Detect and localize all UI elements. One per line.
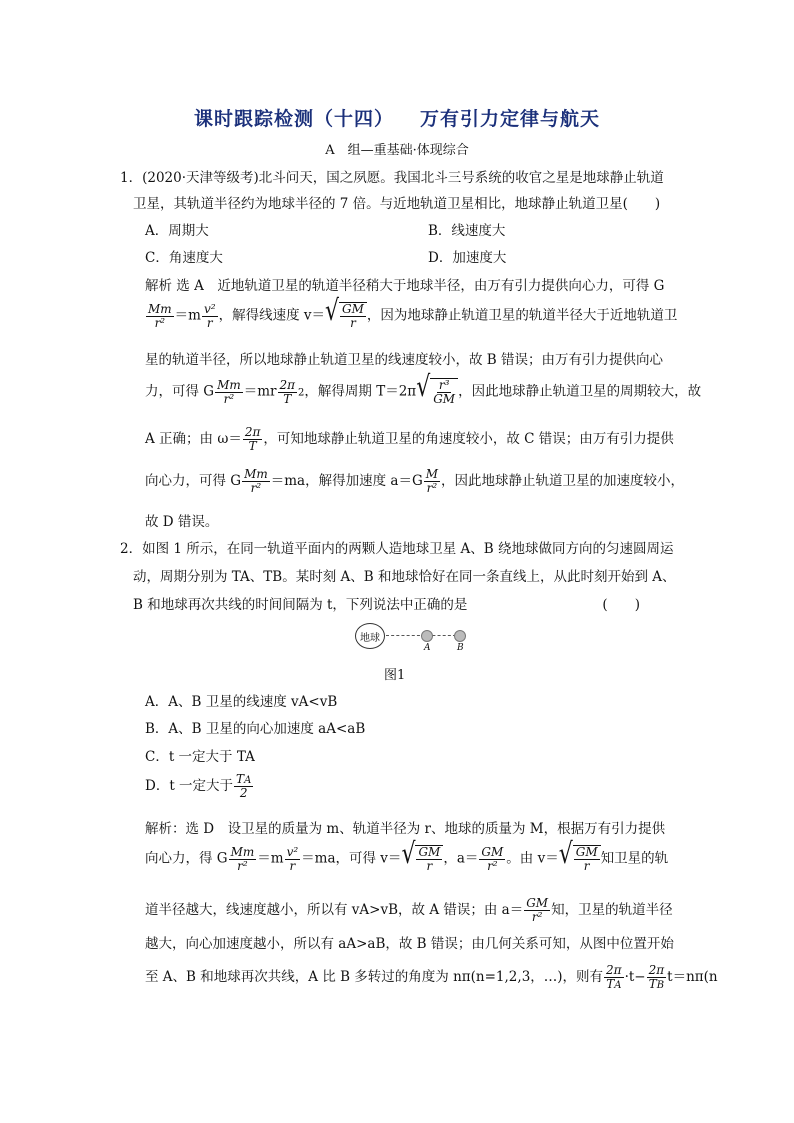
title-part2: 万有引力定律与航天: [420, 108, 601, 130]
q2-line1: 2．如图 1 所示，在同一轨道平面内的两颗人造地球卫星 A、B 绕地球做同方向的匀速圆周运: [120, 541, 674, 557]
a1-line5: A 正确；由 ω＝ $\frac{2\pi}{T}$ ，可知地球静止轨道卫星的角速度较小，故 C 错误；由万有引力提供: [145, 425, 674, 454]
q2-line2: 动，周期分别为 TA、TB。某时刻 A、B 和地球恰好在同一条直线上，从此时刻开始到 A、: [133, 569, 676, 585]
q2-option-d: D．t 一定大于 $\frac{TA}{2}$: [145, 772, 252, 801]
section-subtitle: A 组—重基础·体现综合: [325, 143, 469, 158]
earth-circle: 地球: [355, 623, 385, 649]
a2-line4: 越大，向心加速度越小，所以有 aA>aB，故 B 错误；由几何关系可知，从图中位置开始: [145, 936, 674, 952]
a2-line1: 解析：选 D 设卫星的质量为 m、轨道半径为 r、地球的质量为 M，根据万有引力提供: [145, 821, 666, 837]
a2-line5: 至 A、B 和地球再次共线，A 比 B 多转过的角度为 nπ(n=1,2,3，…)，则有 $\frac{2\pi}{TA}$ ·t− $\frac{2\pi}{TB}$ t＝nπ(n: [145, 963, 718, 992]
q2-option-a: A．A、B 卫星的线速度 vA<vB: [145, 694, 338, 710]
satellite-a-dot: [421, 630, 433, 642]
page-title: [0, 104, 794, 131]
satellite-b-label: B: [457, 643, 464, 653]
q1-option-d: D．加速度大: [428, 250, 507, 266]
q1-option-c: C．角速度大: [145, 250, 223, 266]
q2-line3: B 和地球再次共线的时间间隔为 t，下列说法中正确的是 ( ): [133, 597, 640, 613]
formula-mm-r2: $\frac{Mm}{\text{r²}}$: [148, 301, 172, 330]
formula-v2-r: $\frac{\text{v²}}{r}$: [203, 301, 216, 330]
a2-line2: 向心力，得 G $\frac{Mm}{\text{r²}}$ ＝m $\frac{\text{v²}}{r}$ ＝ma，可得 v＝ √ $\frac{GM}{r}$ ，a＝ $\frac{GM}{\text{r²}}$ 。由 v＝ √ $\frac{GM}{r}$ 知卫星的轨: [145, 838, 669, 874]
title-part1: 课时跟踪检测（十四）: [193, 108, 394, 130]
q1-option-b: B．线速度大: [428, 223, 506, 239]
q2-option-c: C．t 一定大于 TA: [145, 749, 255, 765]
a1-line3: 星的轨道半径，所以地球静止轨道卫星的线速度较小，故 B 错误；由万有引力提供向心: [145, 352, 664, 368]
satellite-a-label: A: [424, 643, 431, 653]
q1-option-a: A．周期大: [145, 223, 209, 239]
a2-line3: 道半径越大，线速度越小，所以有 vA>vB，故 A 错误；由 a＝ $\frac{GM}{\text{r²}}$ 知，卫星的轨道半径: [145, 896, 673, 925]
q1-line2: 卫星，其轨道半径约为地球半径的 7 倍。与近地轨道卫星相比，地球静止轨道卫星( ): [133, 196, 661, 212]
a1-line6: 向心力，可得 G $\frac{Mm}{\text{r²}}$ ＝ma，解得加速度 a＝G $\frac{M}{\text{r²}}$ ，因此地球静止轨道卫星的加速度较小，: [145, 467, 685, 496]
q1-line1: 1．(2020·天津等级考)北斗问天，国之夙愿。我国北斗三号系统的收官之星是地球静止轨道: [120, 170, 664, 186]
a1-line4: 力，可得 G $\frac{Mm}{\text{r²}}$ ＝mr $\frac{2\pi}{T}$ 2，解得周期 T＝2π √ $\frac{\text{r³}}{GM}$ ，因此地球静止轨道卫星的周期较大，故: [145, 371, 702, 407]
a1-line1: 解析 选 A 近地轨道卫星的轨道半径稍大于地球半径，由万有引力提供向心力，可得 G: [145, 278, 665, 294]
a1-line7: 故 D 错误。: [145, 514, 219, 530]
figure-caption: 图1: [384, 668, 406, 683]
formula-sqrt-gm-r: √ $\frac{GM}{r}$: [325, 302, 367, 330]
satellite-b-dot: [454, 630, 466, 642]
a1-line2: $\frac{Mm}{\text{r²}}$ ＝m $\frac{\text{v²}}{r}$ ，解得线速度 v＝ √ $\frac{GM}{r}$ ，因为地球静止轨道卫星的轨道半径大于近地轨道卫: [148, 295, 678, 331]
q2-option-b: B．A、B 卫星的向心加速度 aA<aB: [145, 721, 366, 737]
